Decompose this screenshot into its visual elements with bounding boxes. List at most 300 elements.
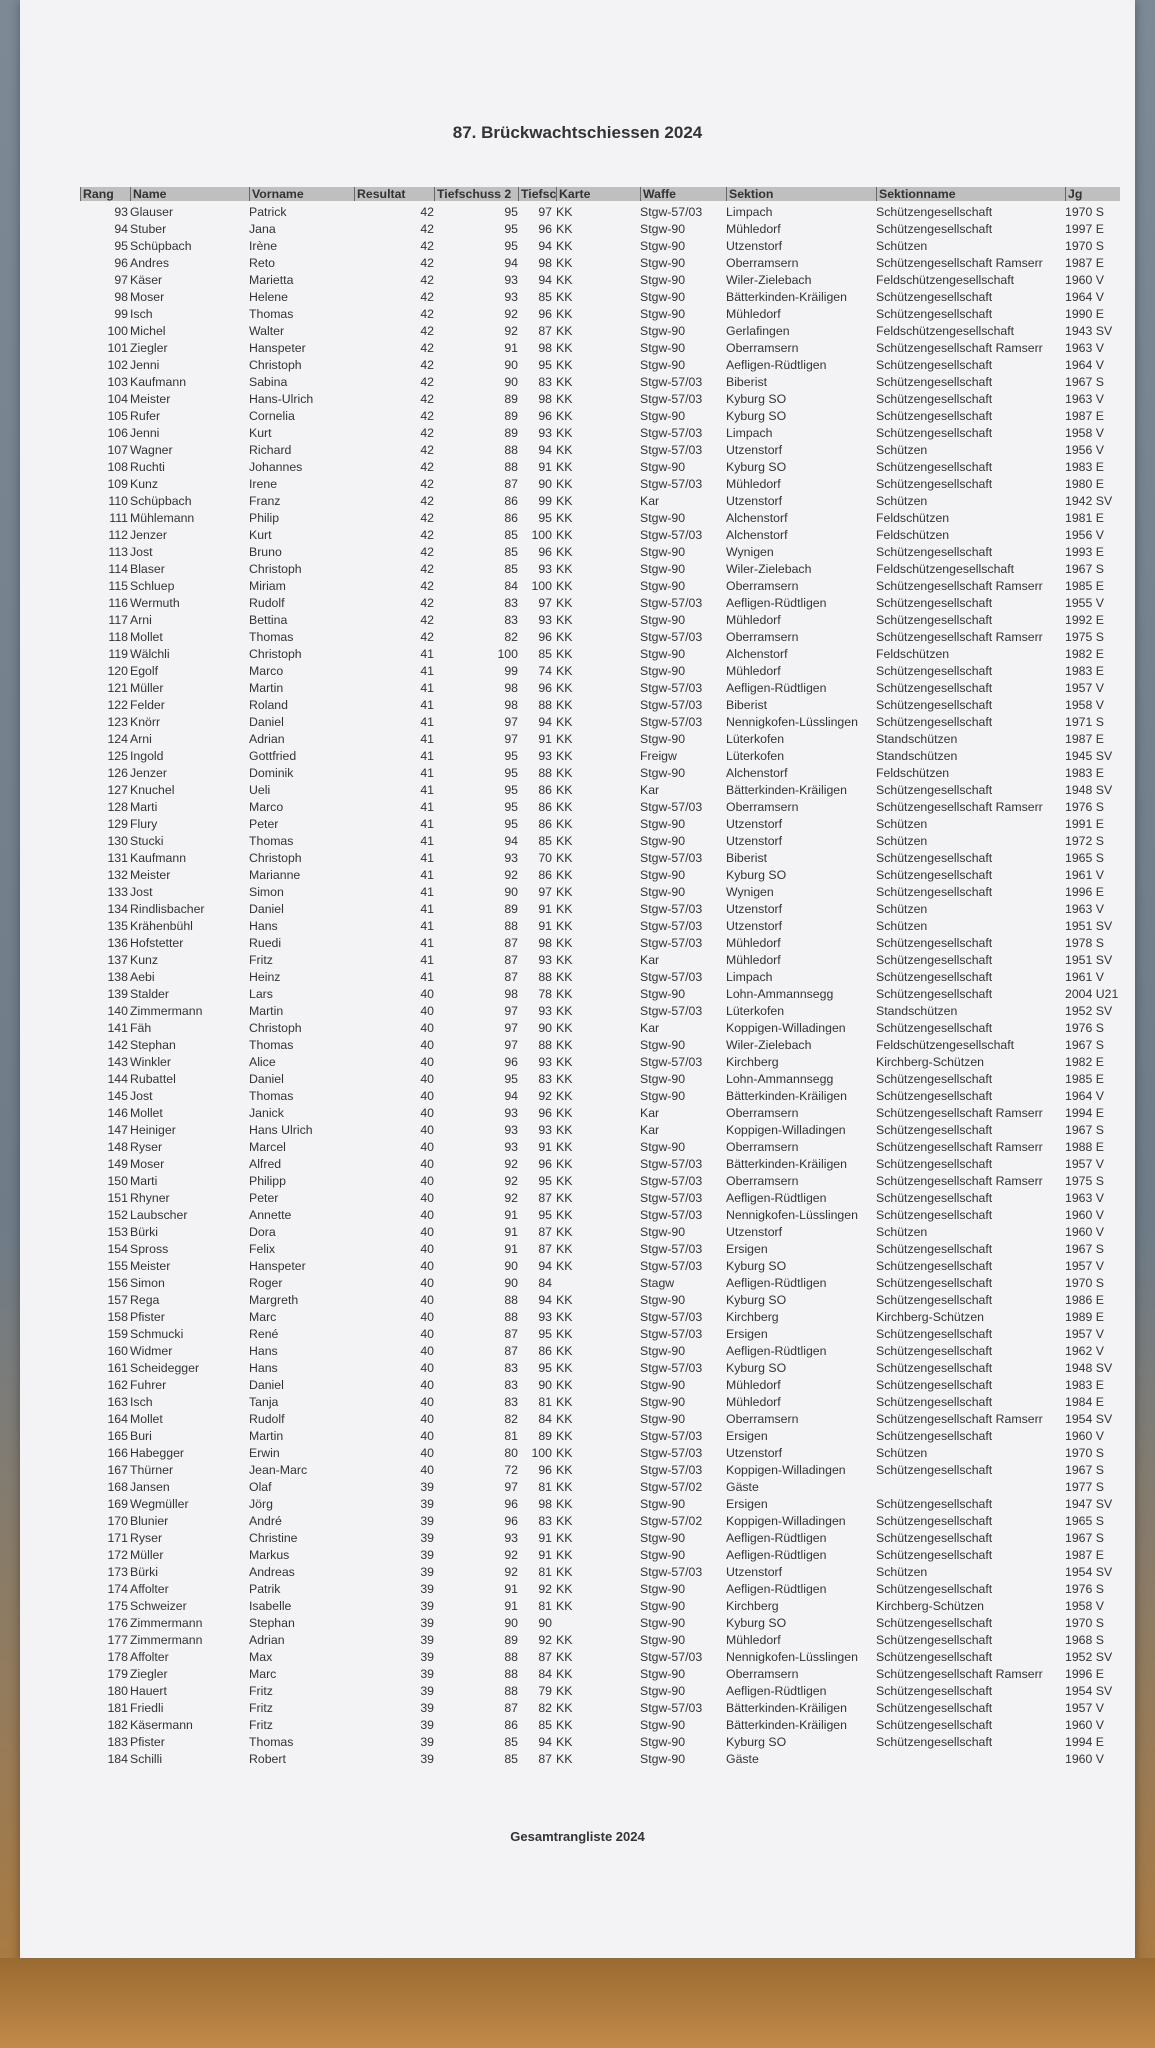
cell-waffe: Stgw-90	[640, 664, 686, 678]
cell-vorname: Daniel	[249, 1378, 284, 1392]
cell-sektion: Gäste	[726, 1752, 759, 1766]
cell-waffe: Stgw-90	[640, 545, 686, 559]
cell-tiefschuss: 81	[504, 1429, 518, 1443]
cell-rang: 113	[108, 545, 128, 559]
cell-vorname: Alfred	[249, 1157, 282, 1171]
table-row	[80, 1241, 1120, 1258]
cell-sektionname: Schützengesellschaft	[876, 1293, 993, 1307]
cell-rang: 107	[107, 443, 128, 457]
cell-resultat: 39	[420, 1480, 434, 1494]
table-row	[80, 1258, 1120, 1275]
cell-sektionname: Kirchberg-Schützen	[876, 1055, 984, 1069]
cell-sektion: Alchenstorf	[726, 766, 788, 780]
cell-rang: 172	[107, 1548, 128, 1562]
cell-rang: 94	[114, 222, 128, 236]
cell-karte: KK	[556, 1701, 573, 1715]
cell-sektionname: Standschützen	[876, 1004, 958, 1018]
cell-karte: KK	[556, 1718, 573, 1732]
cell-resultat: 40	[420, 1378, 434, 1392]
table-row	[80, 323, 1120, 340]
cell-sektionname: Schützengesellschaft	[876, 1531, 993, 1545]
cell-tiefschuss: 93	[504, 1123, 518, 1137]
table-row	[80, 1054, 1120, 1071]
table-row	[80, 1088, 1120, 1105]
cell-vorname: Sabina	[249, 375, 288, 389]
cell-vorname: Thomas	[249, 834, 294, 848]
cell-tiefschuss: 85	[504, 545, 518, 559]
cell-jg: 1976 S	[1065, 1021, 1104, 1035]
cell-sektionname: Schützen	[876, 443, 928, 457]
cell-waffe: Kar	[640, 783, 660, 797]
cell-karte: KK	[556, 953, 573, 967]
cell-name: Mollet	[130, 630, 163, 644]
cell-sektion: Oberramsern	[726, 256, 799, 270]
cell-vorname: Olaf	[249, 1480, 272, 1494]
cell-jg: 1960 V	[1065, 1208, 1104, 1222]
cell-sektion: Kyburg SO	[726, 1293, 787, 1307]
cell-resultat: 40	[420, 1327, 434, 1341]
cell-resultat: 41	[420, 749, 434, 763]
cell-vorname: Christoph	[249, 851, 302, 865]
cell-resultat: 42	[420, 528, 434, 542]
cell-resultat: 42	[420, 562, 434, 576]
cell-vorname: Hanspeter	[249, 341, 306, 355]
cell-sektion: Alchenstorf	[726, 647, 788, 661]
cell-vorname: Daniel	[249, 902, 284, 916]
cell-name: Affolter	[130, 1650, 169, 1664]
cell-tiefsc: 98	[538, 341, 552, 355]
table-row	[80, 816, 1120, 833]
cell-name: Michel	[130, 324, 166, 338]
cell-tiefschuss: 87	[504, 953, 518, 967]
cell-vorname: Bettina	[249, 613, 288, 627]
cell-jg: 1987 E	[1065, 256, 1104, 270]
cell-waffe: Stgw-90	[640, 732, 686, 746]
cell-tiefsc: 92	[538, 1633, 552, 1647]
cell-resultat: 40	[420, 1463, 434, 1477]
cell-name: Andres	[130, 256, 169, 270]
cell-resultat: 41	[420, 732, 434, 746]
cell-tiefsc: 93	[538, 1123, 552, 1137]
table-row	[80, 1360, 1120, 1377]
cell-tiefsc: 96	[538, 1157, 552, 1171]
cell-karte: KK	[556, 1599, 573, 1613]
cell-sektionname: Kirchberg-Schützen	[876, 1599, 984, 1613]
cell-rang: 158	[107, 1310, 128, 1324]
cell-name: Ryser	[130, 1531, 163, 1545]
cell-vorname: Jörg	[249, 1497, 273, 1511]
cell-name: Rubattel	[130, 1072, 176, 1086]
cell-name: Zimmermann	[130, 1004, 203, 1018]
cell-sektionname: Schützengesellschaft	[876, 1684, 993, 1698]
cell-tiefsc: 90	[538, 1378, 552, 1392]
cell-sektion: Biberist	[726, 375, 768, 389]
cell-tiefschuss: 93	[504, 1531, 518, 1545]
cell-rang: 135	[107, 919, 128, 933]
cell-waffe: Stagw	[640, 1276, 675, 1290]
table-row	[80, 833, 1120, 850]
cell-resultat: 42	[420, 358, 434, 372]
cell-sektionname: Schützengesellschaft	[876, 1089, 993, 1103]
cell-resultat: 40	[420, 1429, 434, 1443]
cell-name: Rega	[130, 1293, 160, 1307]
cell-waffe: Stgw-90	[640, 1344, 686, 1358]
cell-name: Müller	[130, 1548, 164, 1562]
cell-waffe: Stgw-90	[640, 307, 686, 321]
cell-name: Marti	[130, 1174, 158, 1188]
cell-waffe: Stgw-90	[640, 460, 686, 474]
cell-waffe: Stgw-57/03	[640, 800, 703, 814]
cell-jg: 1983 E	[1065, 766, 1104, 780]
cell-waffe: Stgw-90	[640, 341, 686, 355]
cell-karte: KK	[556, 630, 573, 644]
cell-rang: 116	[108, 596, 128, 610]
cell-tiefschuss: 93	[504, 1140, 518, 1154]
cell-waffe: Stgw-57/03	[640, 1055, 703, 1069]
cell-vorname: Kurt	[249, 426, 272, 440]
cell-tiefsc: 94	[538, 1735, 552, 1749]
cell-tiefschuss: 91	[504, 1242, 518, 1256]
cell-rang: 140	[107, 1004, 128, 1018]
cell-sektionname: Schützengesellschaft	[876, 1701, 993, 1715]
cell-sektion: Oberramsern	[726, 1667, 799, 1681]
table-row	[80, 680, 1120, 697]
cell-name: Bürki	[130, 1565, 159, 1579]
cell-name: Kunz	[130, 477, 159, 491]
cell-tiefschuss: 100	[497, 647, 518, 661]
cell-name: Schweizer	[130, 1599, 187, 1613]
cell-waffe: Stgw-90	[640, 1752, 686, 1766]
cell-tiefschuss: 97	[504, 1021, 518, 1035]
cell-sektionname: Schützengesellschaft	[876, 1361, 993, 1375]
cell-sektionname: Schützengesellschaft	[876, 1395, 993, 1409]
cell-waffe: Stgw-90	[640, 358, 686, 372]
cell-sektionname: Schützengesellschaft	[876, 664, 993, 678]
cell-tiefsc: 86	[538, 783, 552, 797]
cell-sektion: Aefligen-Rüdtligen	[726, 1582, 827, 1596]
cell-resultat: 39	[420, 1667, 434, 1681]
cell-jg: 1962 V	[1065, 1344, 1104, 1358]
cell-waffe: Kar	[640, 1106, 660, 1120]
table-row	[80, 714, 1120, 731]
cell-tiefsc: 81	[538, 1480, 552, 1494]
cell-jg: 1987 E	[1065, 1548, 1104, 1562]
cell-waffe: Stgw-90	[640, 324, 686, 338]
cell-name: Ziegler	[130, 341, 168, 355]
cell-karte: KK	[556, 1480, 573, 1494]
cell-karte: KK	[556, 239, 573, 253]
cell-vorname: Franz	[249, 494, 281, 508]
cell-vorname: Thomas	[249, 1089, 294, 1103]
cell-sektionname: Schützengesellschaft Ramserr	[876, 630, 1043, 644]
cell-sektion: Bätterkinden-Kräiligen	[726, 783, 847, 797]
cell-jg: 1985 E	[1065, 579, 1104, 593]
cell-name: Widmer	[130, 1344, 173, 1358]
cell-sektionname: Schützen	[876, 1565, 928, 1579]
cell-resultat: 39	[420, 1497, 434, 1511]
cell-sektion: Nennigkofen-Lüsslingen	[726, 1650, 858, 1664]
cell-tiefsc: 98	[538, 936, 552, 950]
cell-tiefsc: 93	[538, 613, 552, 627]
cell-sektionname: Schützengesellschaft	[876, 1633, 993, 1647]
cell-tiefschuss: 82	[504, 1412, 518, 1426]
cell-waffe: Stgw-57/03	[640, 443, 703, 457]
cell-jg: 1994 E	[1065, 1735, 1104, 1749]
cell-sektionname: Schützen	[876, 919, 928, 933]
cell-sektionname: Schützen	[876, 817, 928, 831]
cell-karte: KK	[556, 358, 573, 372]
cell-tiefschuss: 97	[504, 715, 518, 729]
cell-sektion: Oberramsern	[726, 579, 799, 593]
cell-rang: 120	[107, 664, 128, 678]
cell-tiefschuss: 90	[504, 1276, 518, 1290]
cell-karte: KK	[556, 834, 573, 848]
table-row	[80, 459, 1120, 476]
cell-waffe: Stgw-57/03	[640, 1327, 703, 1341]
cell-jg: 1971 S	[1065, 715, 1104, 729]
cell-sektion: Oberramsern	[726, 341, 799, 355]
table-row	[80, 850, 1120, 867]
cell-jg: 1960 V	[1065, 1429, 1104, 1443]
cell-sektionname: Schützen	[876, 1225, 928, 1239]
cell-sektion: Utzenstorf	[726, 1446, 783, 1460]
cell-sektion: Aefligen-Rüdtligen	[726, 358, 827, 372]
cell-vorname: Lars	[249, 987, 273, 1001]
cell-resultat: 40	[420, 1140, 434, 1154]
cell-sektion: Koppigen-Willadingen	[726, 1463, 846, 1477]
cell-rang: 173	[107, 1565, 128, 1579]
cell-karte: KK	[556, 1038, 573, 1052]
cell-jg: 1963 V	[1065, 902, 1104, 916]
cell-tiefsc: 91	[538, 1140, 552, 1154]
cell-waffe: Stgw-90	[640, 1684, 686, 1698]
cell-tiefsc: 93	[538, 426, 552, 440]
cell-sektionname: Schützengesellschaft	[876, 477, 993, 491]
cell-vorname: Stephan	[249, 1616, 295, 1630]
cell-jg: 1987 E	[1065, 732, 1104, 746]
cell-tiefschuss: 98	[504, 681, 518, 695]
cell-waffe: Stgw-90	[640, 1531, 686, 1545]
cell-name: Habegger	[130, 1446, 185, 1460]
table-row	[80, 1734, 1120, 1751]
cell-karte: KK	[556, 1191, 573, 1205]
cell-karte: KK	[556, 1293, 573, 1307]
cell-jg: 1993 E	[1065, 545, 1104, 559]
cell-tiefschuss: 90	[504, 1259, 518, 1273]
cell-resultat: 41	[420, 902, 434, 916]
cell-resultat: 42	[420, 409, 434, 423]
table-row	[80, 408, 1120, 425]
cell-waffe: Stgw-57/03	[640, 1446, 703, 1460]
cell-vorname: Alice	[249, 1055, 276, 1069]
cell-vorname: Andreas	[249, 1565, 295, 1579]
cell-name: Müller	[130, 681, 164, 695]
cell-karte: KK	[556, 817, 573, 831]
cell-rang: 180	[107, 1684, 128, 1698]
cell-tiefsc: 70	[538, 851, 552, 865]
cell-tiefschuss: 98	[504, 987, 518, 1001]
table-row	[80, 1394, 1120, 1411]
col-header-waffe: Waffe	[640, 187, 726, 201]
cell-vorname: André	[249, 1514, 282, 1528]
cell-sektion: Ersigen	[726, 1242, 768, 1256]
cell-resultat: 40	[420, 1055, 434, 1069]
table-row	[80, 1751, 1120, 1768]
cell-sektionname: Schützengesellschaft	[876, 358, 993, 372]
cell-rang: 160	[107, 1344, 128, 1358]
cell-sektionname: Standschützen	[876, 749, 958, 763]
cell-sektion: Mühledorf	[726, 1395, 781, 1409]
cell-tiefsc: 96	[538, 545, 552, 559]
cell-resultat: 39	[420, 1582, 434, 1596]
cell-karte: KK	[556, 426, 573, 440]
cell-tiefschuss: 97	[504, 1038, 518, 1052]
cell-tiefschuss: 87	[504, 970, 518, 984]
cell-waffe: Stgw-90	[640, 817, 686, 831]
cell-jg: 1951 SV	[1065, 919, 1113, 933]
cell-sektion: Wiler-Zielebach	[726, 562, 812, 576]
cell-rang: 132	[107, 868, 128, 882]
cell-waffe: Stgw-90	[640, 987, 686, 1001]
cell-waffe: Kar	[640, 494, 660, 508]
table-row	[80, 663, 1120, 680]
cell-vorname: Daniel	[249, 715, 284, 729]
cell-tiefsc: 91	[538, 460, 552, 474]
cell-jg: 1975 S	[1065, 1174, 1104, 1188]
table-row	[80, 391, 1120, 408]
cell-tiefsc: 82	[538, 1701, 552, 1715]
table-row	[80, 1632, 1120, 1649]
cell-sektionname: Schützengesellschaft	[876, 1429, 993, 1443]
cell-karte: KK	[556, 664, 573, 678]
cell-rang: 119	[108, 647, 128, 661]
cell-waffe: Stgw-90	[640, 1616, 686, 1630]
cell-vorname: Hans	[249, 1344, 278, 1358]
cell-waffe: Stgw-57/03	[640, 936, 703, 950]
cell-name: Pfister	[130, 1735, 165, 1749]
cell-rang: 137	[107, 953, 128, 967]
cell-resultat: 41	[420, 885, 434, 899]
cell-resultat: 41	[420, 919, 434, 933]
cell-tiefschuss: 91	[504, 1599, 518, 1613]
cell-waffe: Stgw-57/03	[640, 919, 703, 933]
cell-tiefsc: 91	[538, 1548, 552, 1562]
cell-vorname: Adrian	[249, 732, 285, 746]
cell-tiefsc: 81	[538, 1599, 552, 1613]
cell-rang: 142	[107, 1038, 128, 1052]
cell-karte: KK	[556, 1021, 573, 1035]
cell-tiefsc: 88	[538, 766, 552, 780]
cell-sektionname: Schützengesellschaft	[876, 987, 993, 1001]
table-header	[80, 187, 1120, 201]
cell-karte: KK	[556, 1463, 573, 1477]
cell-resultat: 39	[420, 1718, 434, 1732]
cell-rang: 182	[107, 1718, 128, 1732]
cell-sektion: Utzenstorf	[726, 1225, 783, 1239]
cell-waffe: Stgw-57/03	[640, 1650, 703, 1664]
cell-name: Knuchel	[130, 783, 175, 797]
cell-name: Jenzer	[130, 528, 167, 542]
cell-tiefsc: 91	[538, 732, 552, 746]
cell-jg: 1964 V	[1065, 290, 1104, 304]
cell-name: Laubscher	[130, 1208, 188, 1222]
cell-sektion: Aefligen-Rüdtligen	[726, 1531, 827, 1545]
cell-sektion: Mühledorf	[726, 613, 781, 627]
cell-karte: KK	[556, 477, 573, 491]
cell-sektion: Limpach	[726, 426, 773, 440]
cell-waffe: Stgw-57/03	[640, 1310, 703, 1324]
cell-tiefschuss: 88	[504, 1650, 518, 1664]
cell-sektion: Ersigen	[726, 1429, 768, 1443]
cell-karte: KK	[556, 273, 573, 287]
cell-tiefschuss: 89	[504, 902, 518, 916]
cell-vorname: Isabelle	[249, 1599, 292, 1613]
cell-jg: 1964 V	[1065, 1089, 1104, 1103]
cell-karte: KK	[556, 1548, 573, 1562]
cell-name: Marti	[130, 800, 158, 814]
cell-karte: KK	[556, 1735, 573, 1749]
cell-vorname: Reto	[249, 256, 275, 270]
table-row	[80, 1445, 1120, 1462]
cell-sektionname: Schützen	[876, 902, 928, 916]
table-row	[80, 1564, 1120, 1581]
cell-vorname: Martin	[249, 1429, 284, 1443]
cell-name: Ziegler	[130, 1667, 168, 1681]
cell-tiefschuss: 94	[504, 1089, 518, 1103]
table-row	[80, 204, 1120, 221]
cell-tiefsc: 91	[538, 902, 552, 916]
cell-name: Zimmermann	[130, 1633, 203, 1647]
cell-vorname: Hans-Ulrich	[249, 392, 314, 406]
cell-sektion: Limpach	[726, 205, 773, 219]
cell-jg: 1972 S	[1065, 834, 1104, 848]
cell-sektionname: Schützengesellschaft	[876, 426, 993, 440]
cell-sektion: Kyburg SO	[726, 1361, 787, 1375]
cell-vorname: Christoph	[249, 562, 302, 576]
cell-vorname: René	[249, 1327, 279, 1341]
cell-vorname: Rudolf	[249, 1412, 285, 1426]
cell-waffe: Stgw-90	[640, 1038, 686, 1052]
cell-resultat: 40	[420, 1123, 434, 1137]
cell-resultat: 40	[420, 1174, 434, 1188]
cell-tiefschuss: 93	[504, 1106, 518, 1120]
cell-sektion: Utzenstorf	[726, 817, 783, 831]
cell-sektionname: Schützengesellschaft	[876, 375, 993, 389]
cell-tiefschuss: 97	[504, 1480, 518, 1494]
table-row	[80, 629, 1120, 646]
cell-resultat: 41	[420, 953, 434, 967]
cell-karte: KK	[556, 902, 573, 916]
cell-tiefschuss: 96	[504, 1514, 518, 1528]
cell-tiefschuss: 89	[504, 392, 518, 406]
cell-sektionname: Schützengesellschaft	[876, 783, 993, 797]
cell-tiefsc: 78	[538, 987, 552, 1001]
cell-name: Jenzer	[130, 766, 167, 780]
cell-resultat: 39	[420, 1752, 434, 1766]
col-header-sektion: Sektion	[726, 187, 876, 201]
cell-rang: 129	[107, 817, 128, 831]
cell-waffe: Stgw-90	[640, 290, 686, 304]
cell-karte: KK	[556, 511, 573, 525]
cell-sektionname: Schützengesellschaft	[876, 936, 993, 950]
cell-name: Hauert	[130, 1684, 167, 1698]
table-row	[80, 493, 1120, 510]
cell-rang: 175	[107, 1599, 128, 1613]
cell-karte: KK	[556, 1633, 573, 1647]
cell-sektion: Lohn-Ammannsegg	[726, 1072, 834, 1086]
col-header-tiefsc: Tiefsc	[518, 187, 552, 201]
cell-tiefsc: 93	[538, 1055, 552, 1069]
